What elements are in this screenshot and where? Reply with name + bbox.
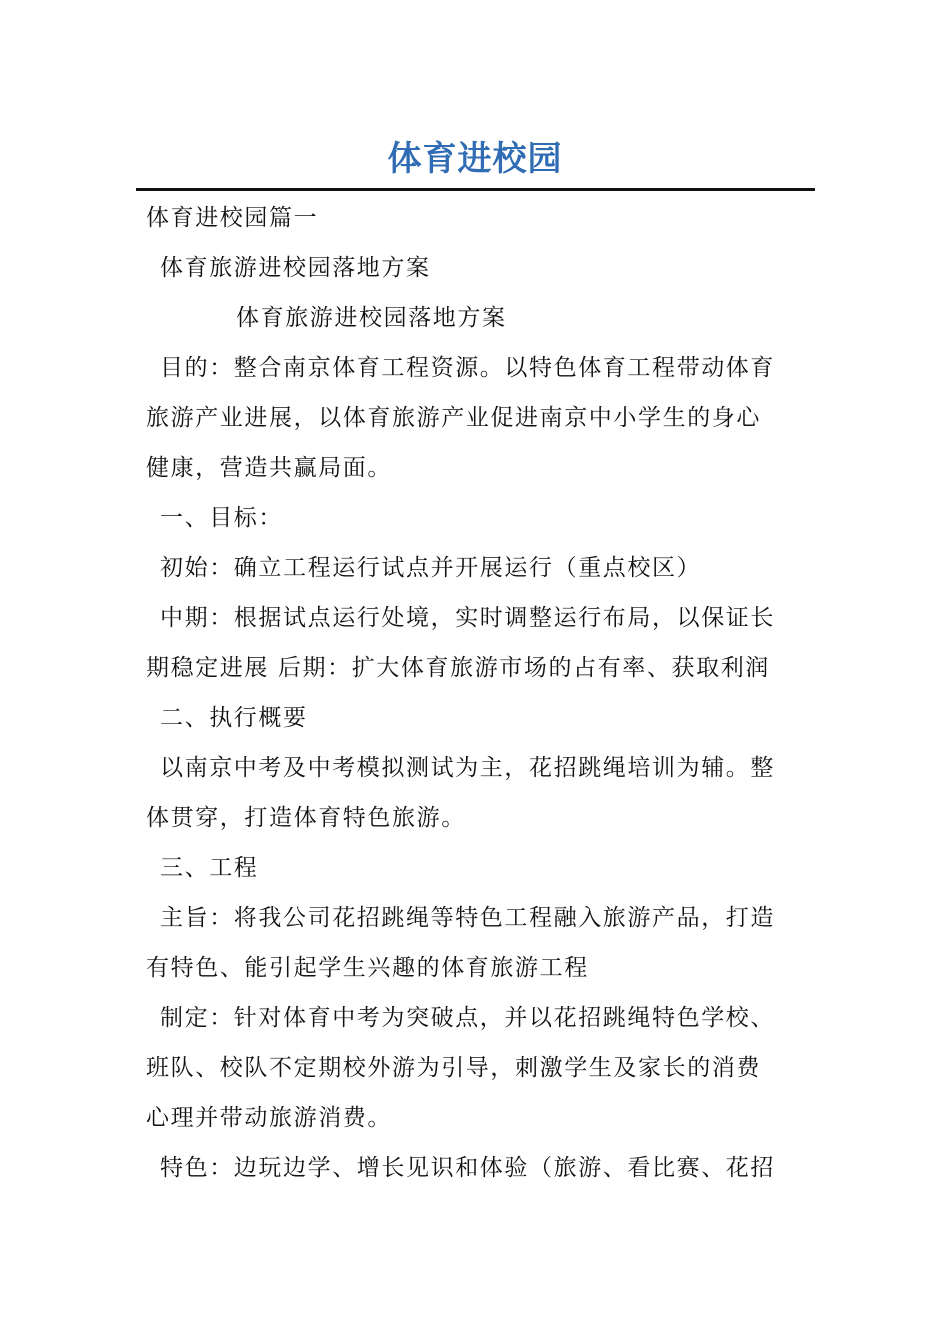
text-line: 班队、校队不定期校外游为引导，刺激学生及家长的消费 xyxy=(146,1055,761,1081)
text-line: 有特色、能引起学生兴趣的体育旅游工程 xyxy=(146,955,589,981)
text-line: 中期：根据试点运行处境，实时调整运行布局，以保证长 xyxy=(160,605,775,631)
text-line: 健康，营造共赢局面。 xyxy=(146,455,392,481)
title-divider xyxy=(136,188,815,191)
heading-project: 三、工程 xyxy=(160,855,259,881)
document-title: 体育进校园 xyxy=(387,139,563,179)
text-line: 主旨：将我公司花招跳绳等特色工程融入旅游产品，打造 xyxy=(160,905,775,931)
text-line: 旅游产业进展，以体育旅游产业促进南京中小学生的身心 xyxy=(146,405,761,431)
text-line: 体贯穿，打造体育特色旅游。 xyxy=(146,805,466,831)
text-line: 目的：整合南京体育工程资源。以特色体育工程带动体育 xyxy=(160,355,775,381)
section-heading: 体育进校园篇一 xyxy=(146,205,319,231)
text-line: 以南京中考及中考模拟测试为主，花招跳绳培训为辅。整 xyxy=(160,755,775,781)
text-line: 心理并带动旅游消费。 xyxy=(146,1105,392,1131)
text-line: 初始：确立工程运行试点并开展运行（重点校区） xyxy=(160,555,702,581)
text-line: 制定：针对体育中考为突破点，并以花招跳绳特色学校、 xyxy=(160,1005,775,1031)
heading-summary: 二、执行概要 xyxy=(160,705,308,731)
text-line: 特色：边玩边学、增长见识和体验（旅游、看比赛、花招 xyxy=(160,1155,775,1181)
plan-title: 体育旅游进校园落地方案 xyxy=(236,305,507,331)
text-line: 期稳定进展 后期：扩大体育旅游市场的占有率、获取利润 xyxy=(146,655,770,681)
heading-goals: 一、目标： xyxy=(160,505,283,531)
document-body xyxy=(146,193,808,1193)
plan-subtitle: 体育旅游进校园落地方案 xyxy=(160,255,431,281)
